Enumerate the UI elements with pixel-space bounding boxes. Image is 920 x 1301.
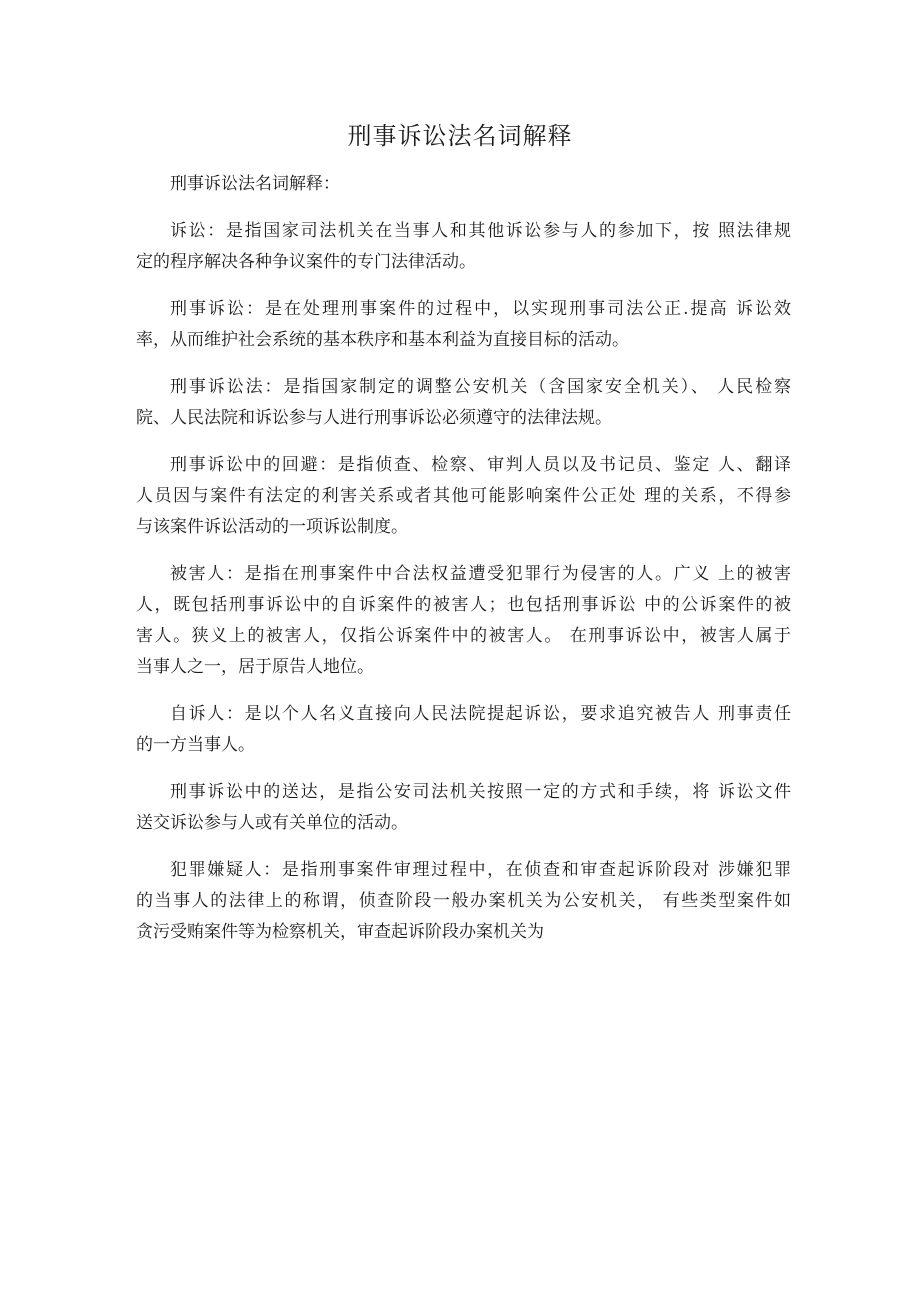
paragraph-service-of-documents [136, 777, 791, 839]
paragraph-litigation [136, 216, 791, 278]
document-title: 刑事诉讼法名词解释 [347, 122, 573, 150]
text-line: 诉讼：是指国家司法机关在当事人和其他诉讼参与人的参加下，按 照法律规 [170, 221, 791, 241]
text-line: 犯罪嫌疑人：是指刑事案件审理过程中，在侦查和审查起诉阶段对 涉嫌犯罪 [170, 860, 791, 880]
document-body [136, 169, 791, 964]
text-line: 的当事人的法律上的称谓，侦查阶段一般办案机关为公安机关， 有些类型案件如 [136, 891, 791, 911]
paragraph-criminal-litigation [136, 294, 791, 356]
text-line: 贪污受贿案件等为检察机关，审查起诉阶段办案机关为 [136, 922, 544, 942]
paragraph-suspect [136, 855, 791, 948]
text-line: 送交诉讼参与人或有关单位的活动。 [136, 813, 408, 833]
paragraph-recusal [136, 450, 791, 543]
text-line: 的一方当事人。 [136, 735, 255, 755]
text-line: 刑事诉讼中的送达，是指公安司法机关按照一定的方式和手续，将 诉讼文件 [170, 782, 791, 802]
paragraph-victim [136, 559, 791, 683]
paragraph-criminal-procedure-law [136, 372, 791, 434]
paragraph-intro [136, 169, 791, 200]
text-line: 刑事诉讼法名词解释： [170, 174, 340, 194]
text-line: 定的程序解决各种争议案件的专门法律活动。 [136, 252, 476, 272]
text-line: 害人。狭义上的被害人，仅指公诉案件中的被害人。 在刑事诉讼中，被害人属于 [136, 626, 791, 646]
text-line: 被害人：是指在刑事案件中合法权益遭受犯罪行为侵害的人。广义 上的被害 [170, 564, 791, 584]
text-line: 刑事诉讼：是在处理刑事案件的过程中，以实现刑事司法公正.提高 诉讼效 [170, 299, 791, 319]
text-line: 与该案件诉讼活动的一项诉讼制度。 [136, 517, 408, 537]
text-line: 刑事诉讼中的回避：是指侦查、检察、审判人员以及书记员、鉴定 人、翻译 [170, 455, 791, 475]
text-line: 自诉人：是以个人名义直接向人民法院提起诉讼，要求追究被告人 刑事责任 [170, 704, 791, 724]
text-line: 人员因与案件有法定的利害关系或者其他可能影响案件公正处 理的关系，不得参 [136, 486, 791, 506]
text-line: 院、人民法院和诉讼参与人进行刑事诉讼必须遵守的法律法规。 [136, 408, 612, 428]
text-line: 人，既包括刑事诉讼中的自诉案件的被害人；也包括刑事诉讼 中的公诉案件的被 [136, 595, 791, 615]
text-line: 当事人之一，居于原告人地位。 [136, 657, 374, 677]
paragraph-private-prosecutor [136, 699, 791, 761]
text-line: 率，从而维护社会系统的基本秩序和基本利益为直接目标的活动。 [136, 330, 629, 350]
text-line: 刑事诉讼法：是指国家制定的调整公安机关（含国家安全机关）、 人民检察 [170, 377, 791, 397]
